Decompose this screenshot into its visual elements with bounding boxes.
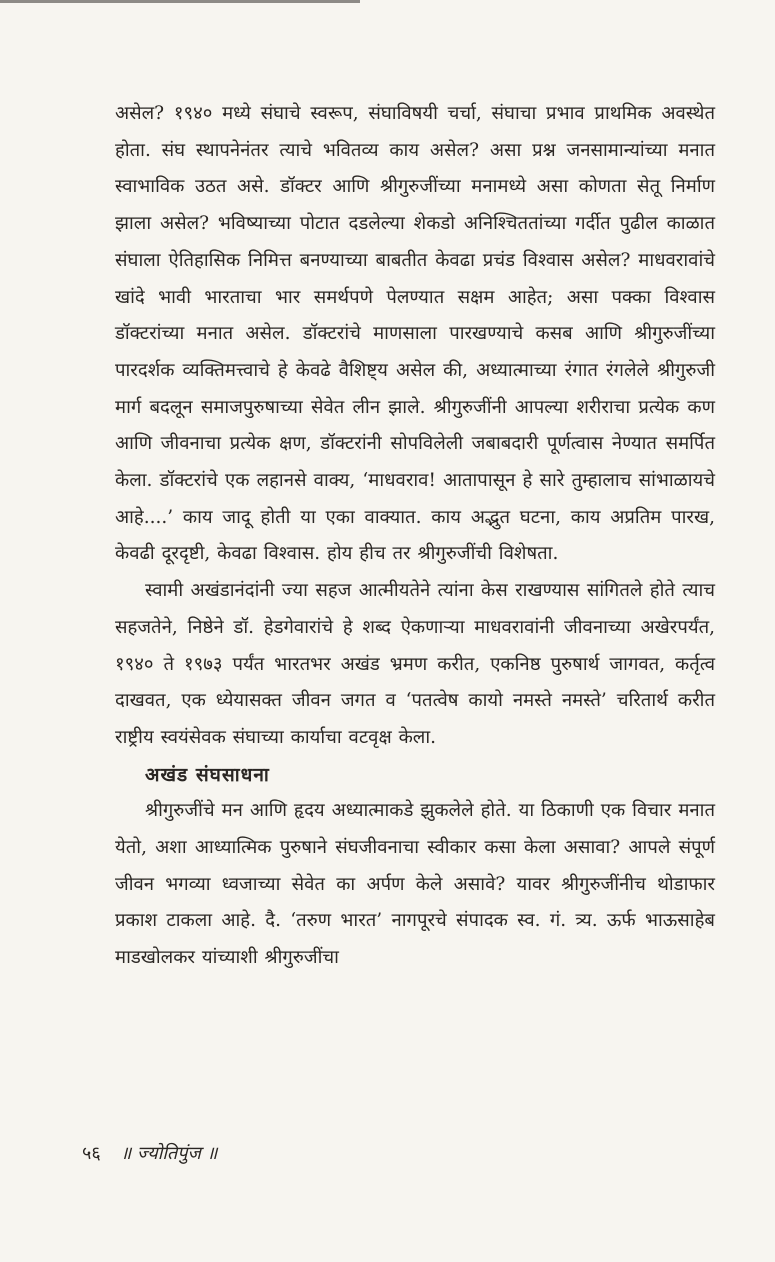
paragraph-2: स्वामी अखंडानंदांनी ज्या सहज आत्मीयतेने त्यांना केस राखण्यास सांगितले होते त्याच सहजतेने, निष्ठेने डॉ. हेडगेवारांचे हे शब्द ऐकणाऱ्या माधवरावांनी जीवनाच्या अखेरपर्यंत, १९४० ते १९७३ पर्यंत भारतभर अखंड भ्रमण करीत, एकनिष्ठ पुरुषार्थ जागवत, कर्तृत्व दाखवत, एक ध्येयासक्त जीवन जगत व ‘पतत्वेष कायो नमस्ते नमस्ते’ चरितार्थ करीत राष्ट्रीय स्वयंसेवक संघाच्या कार्याचा वटवृक्ष केला.	[115, 580, 715, 748]
section-heading: अखंड संघसाधना	[145, 763, 270, 786]
page-body	[115, 96, 715, 977]
paragraph-1: असेल? १९४० मध्ये संघाचे स्वरूप, संघाविषयी चर्चा, संघाचा प्रभाव प्राथमिक अवस्थेत होता. संघ स्थापनेनंतर त्याचे भवितव्य काय असेल? असा प्रश्न जनसामान्यांच्या मनात स्वाभाविक उठत असे. डॉक्टर आणि श्रीगुरुजींच्या मनामध्ये असा कोणता सेतू निर्माण झाला असेल? भविष्याच्या पोटात दडलेल्या शेकडो अनिश्चिततांच्या गर्दीत पुढील काळात संघाला ऐतिहासिक निमित्त बनण्याच्या बाबतीत केवढा प्रचंड विश्वास असेल? माधवरावांचे खांदे भावी भारताचा भार समर्थपणे पेलण्यात सक्षम आहेत; असा पक्का विश्वास डॉक्टरांच्या मनात असेल. डॉक्टरांचे माणसाला पारखण्याचे कसब आणि श्रीगुरुजींच्या पारदर्शक व्यक्तिमत्त्वाचे हे केवढे वैशिष्ट्य असेल की, अध्यात्माच्या रंगात रंगलेले श्रीगुरुजी मार्ग बदलून समाजपुरुषाच्या सेवेत लीन झाले. श्रीगुरुजींनी आपल्या शरीराचा प्रत्येक कण आणि जीवनाचा प्रत्येक क्षण, डॉक्टरांनी सोपविलेली जबाबदारी पूर्णत्वास नेण्यात समर्पित केला. डॉक्टरांचे एक लहानसे वाक्य, ‘माधवराव! आतापासून हे सारे तुम्हालाच सांभाळायचे आहे....’ काय जादू होती या एका वाक्यात. काय अद्भुत घटना, काय अप्रतिम पारख, केवढी दूरदृष्टी, केवढा विश्वास. होय हीच तर श्रीगुरुजींची विशेषता.	[115, 103, 715, 565]
page-number: ५६	[82, 1143, 101, 1164]
top-edge-strip	[0, 0, 360, 3]
book-title-logo: ॥ ज्योतिपुंज ॥	[120, 1143, 218, 1164]
page-footer	[82, 1140, 217, 1168]
paragraph-3: श्रीगुरुजींचे मन आणि हृदय अध्यात्माकडे झुकलेले होते. या ठिकाणी एक विचार मनात येतो, अशा आध्यात्मिक पुरुषाने संघजीवनाचा स्वीकार कसा केला असावा? आपले संपूर्ण जीवन भगव्या ध्वजाच्या सेवेत का अर्पण केले असावे? यावर श्रीगुरुजींनीच थोडाफार प्रकाश टाकला आहे. दै. ‘तरुण भारत’ नागपूरचे संपादक स्व. गं. त्र्य. ऊर्फ भाऊसाहेब माडखोलकर यांच्याशी श्रीगुरुजींचा	[115, 800, 715, 969]
